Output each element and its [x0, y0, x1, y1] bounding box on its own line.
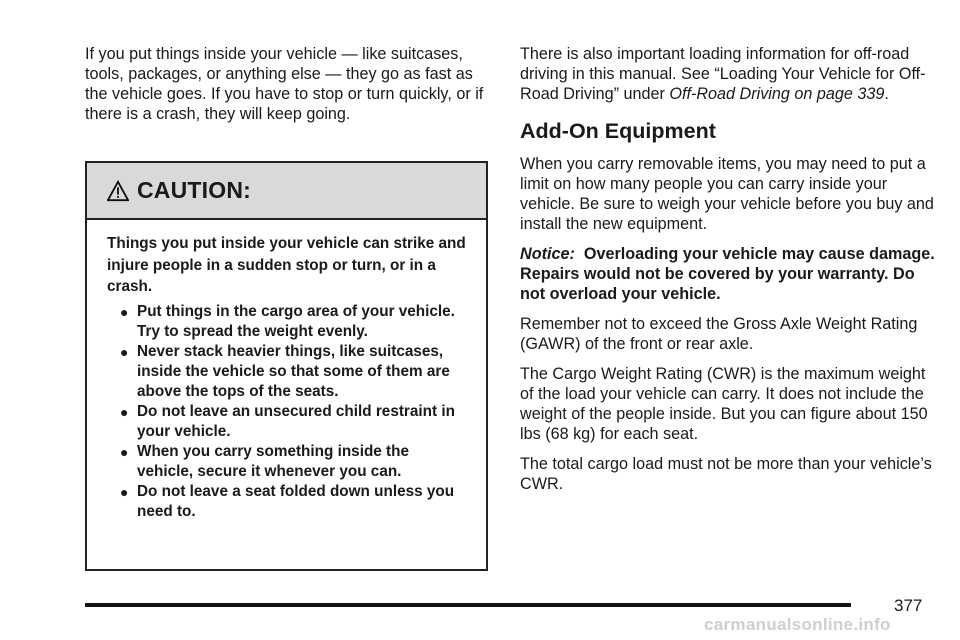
caution-bullet — [107, 342, 466, 402]
caution-bullet — [107, 482, 466, 522]
bullet-icon: ● — [120, 403, 129, 420]
cwr-paragraph: The Cargo Weight Rating (CWR) is the maximum weight of the load your vehicle can carry. It does not include the weight of the people inside. But you can figure about 150 lbs (68 kg) for each seat. — [520, 365, 928, 443]
cargo-load-paragraph: The total cargo load must not be more than your vehicle’s CWR. — [520, 455, 932, 493]
caution-bullet — [107, 442, 466, 482]
caution-bullet-text: Do not leave an unsecured child restraint in your vehicle. — [137, 402, 455, 440]
bullet-icon: ● — [120, 303, 129, 320]
loading-info-paragraph — [520, 44, 940, 104]
left-column — [85, 44, 490, 124]
caution-header — [87, 163, 486, 220]
caution-bullet-list — [107, 302, 466, 522]
loading-info-end: . — [884, 85, 889, 103]
right-column — [520, 44, 940, 504]
loading-info-text: There is also important loading information for off-road driving in this manual. See “Loading Your Vehicle for Off-Road Driving” under — [520, 45, 926, 103]
notice-label: Notice: — [520, 245, 575, 263]
caution-box — [85, 161, 488, 571]
bullet-icon: ● — [120, 343, 129, 360]
caution-body — [87, 220, 486, 522]
caution-bullet-text: When you carry something inside the vehicle, secure it whenever you can. — [137, 442, 409, 480]
section-title: Add-On Equipment — [520, 119, 716, 143]
gawr-paragraph: Remember not to exceed the Gross Axle Weight Rating (GAWR) of the front or rear axle. — [520, 315, 918, 353]
warning-icon — [107, 180, 129, 202]
notice-text: Overloading your vehicle may cause damage. Repairs would not be covered by your warranty. Do not overload your vehicle. — [520, 245, 935, 303]
bullet-icon: ● — [120, 443, 129, 460]
page-number: 377 — [894, 596, 923, 615]
page-reference-link[interactable]: Off-Road Driving on page 339 — [669, 85, 885, 103]
bullet-icon: ● — [120, 483, 129, 500]
caution-lead: Things you put inside your vehicle can strike and injure people in a sudden stop or turn, or in a crash. — [107, 235, 466, 295]
notice-paragraph — [520, 244, 940, 304]
caution-bullet-text: Do not leave a seat folded down unless you need to. — [137, 482, 455, 520]
footer-rule — [85, 603, 851, 607]
caution-bullet — [107, 402, 466, 442]
caution-bullet-text: Put things in the cargo area of your vehicle. Try to spread the weight evenly. — [137, 302, 455, 340]
addon-paragraph: When you carry removable items, you may need to put a limit on how many people you can carry inside your vehicle. Be sure to weigh your vehicle before you buy and install the new equipment. — [520, 155, 934, 233]
caution-bullet — [107, 302, 466, 342]
intro-paragraph: If you put things inside your vehicle — like suitcases, tools, packages, or anything else — they go as fast as the vehicle goes. If you have to stop or turn quickly, or if there is a crash, they will keep going. — [85, 45, 484, 123]
caution-bullet-text: Never stack heavier things, like suitcases, inside the vehicle so that some of them are above the tops of the seats. — [137, 342, 450, 400]
caution-title: CAUTION: — [137, 177, 252, 203]
watermark: carmanualsonline.info — [704, 615, 891, 634]
